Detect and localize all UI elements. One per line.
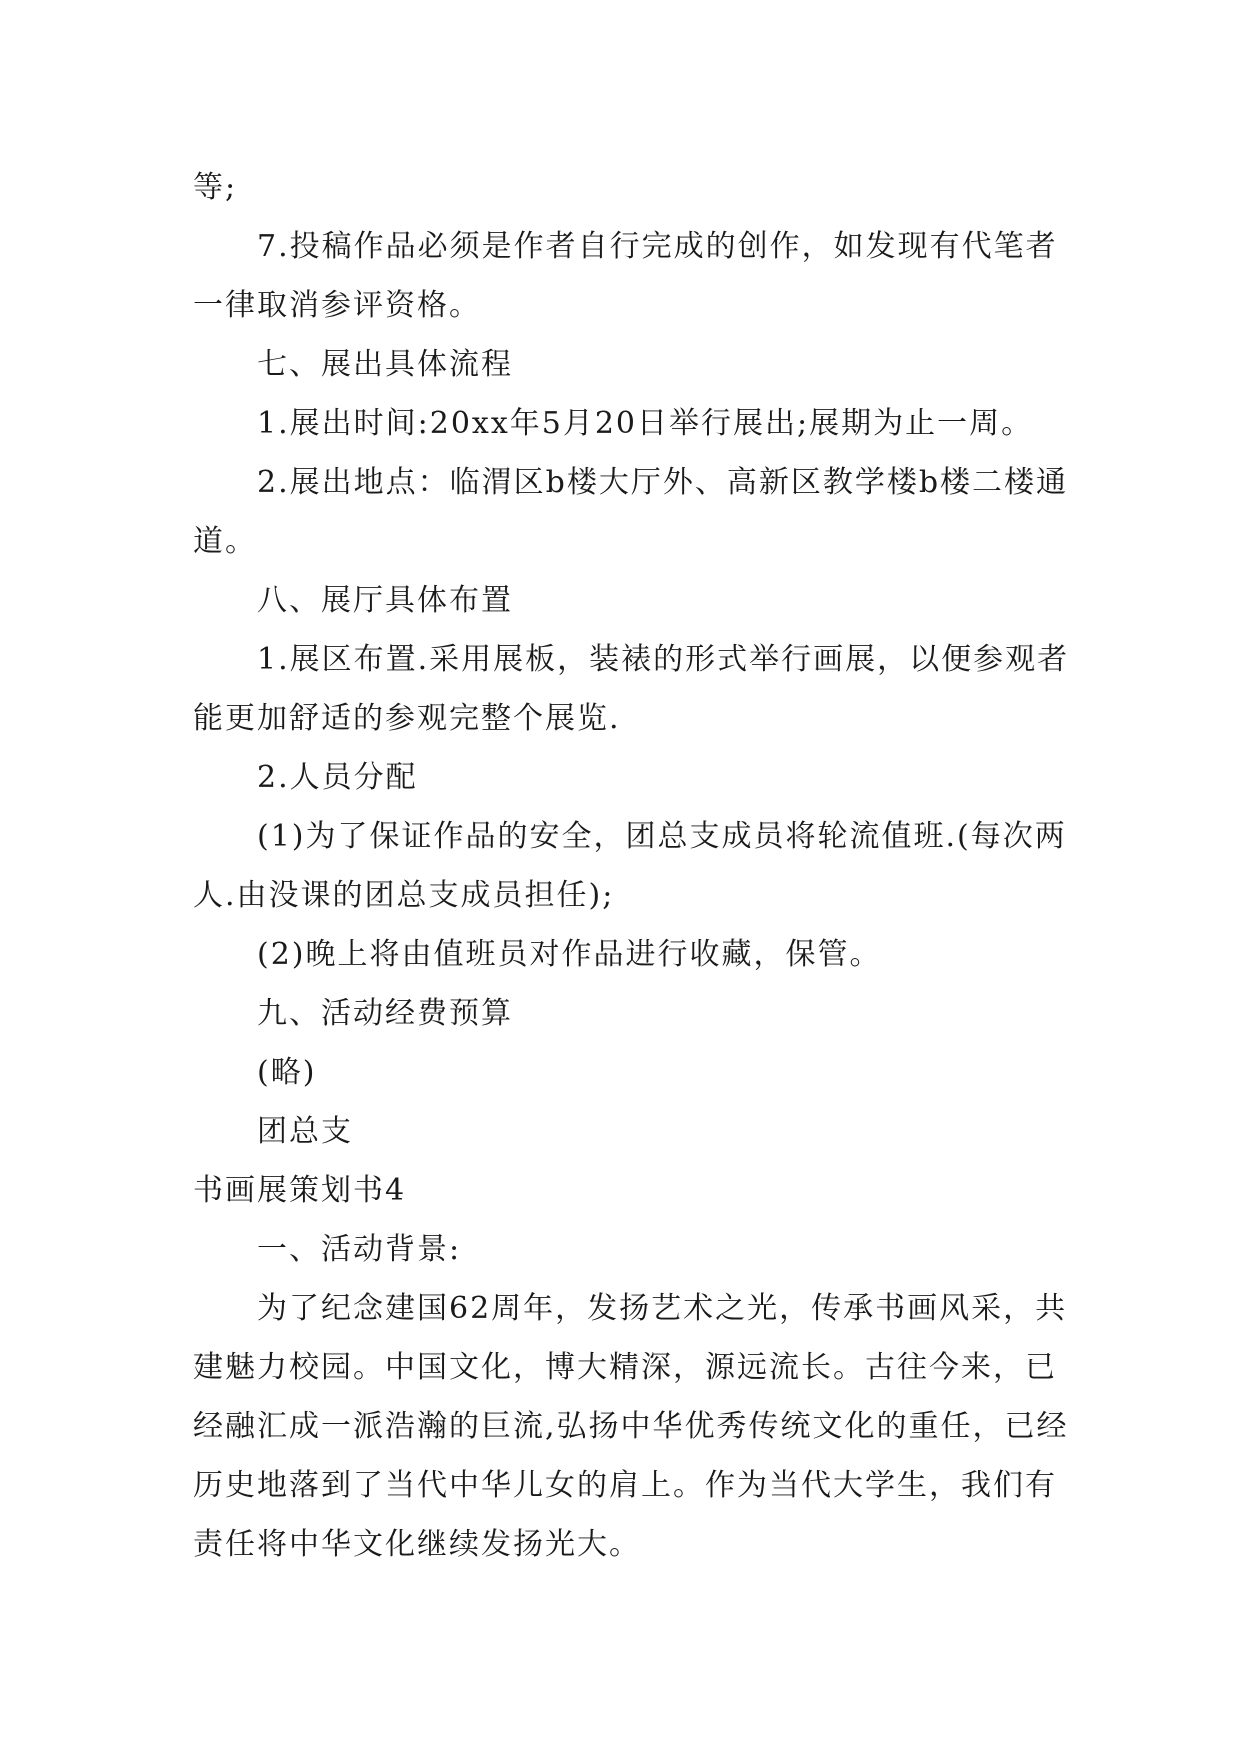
paragraph-exhibition-time: 1.展出时间:20xx年5月20日举行展出;展期为止一周。 (257, 406, 1034, 441)
paragraph-omitted: (略) (257, 1055, 317, 1090)
section-heading-9: 九、活动经费预算 (257, 996, 513, 1031)
paragraph-rule-7: 7.投稿作品必须是作者自行完成的创作，如发现有代笔者一律取消参评资格。 (193, 229, 1058, 323)
section-heading-1: 一、活动背景: (257, 1232, 462, 1267)
paragraph-area-layout: 1.展区布置.采用展板，装裱的形式举行画展，以便参观者能更加舒适的参观完整个展览. (193, 642, 1070, 736)
paragraph-continuation: 等; (193, 170, 238, 205)
paragraph-staff-item-1: (1)为了保证作品的安全，团总支成员将轮流值班.(每次两人.由没课的团总支成员担任); (193, 819, 1067, 913)
paragraph-signature: 团总支 (257, 1114, 353, 1149)
section-heading-8: 八、展厅具体布置 (257, 583, 513, 618)
paragraph-staff-item-2: (2)晚上将由值班员对作品进行收藏，保管。 (257, 937, 882, 972)
paragraph-exhibition-location: 2.展出地点：临渭区b楼大厅外、高新区教学楼b楼二楼通道。 (193, 465, 1069, 559)
paragraph-background: 为了纪念建国62周年，发扬艺术之光，传承书画风采，共建魅力校园。中国文化，博大精深，源远流长。古往今来，已经融汇成一派浩瀚的巨流,弘扬中华优秀传统文化的重任，已经历史地落到了当代中华儿女的肩上。作为当代大学生，我们有责任将中华文化继续发扬光大。 (193, 1291, 1069, 1562)
paragraph-staff-allocation: 2.人员分配 (257, 760, 418, 795)
document-title: 书画展策划书4 (193, 1173, 407, 1208)
document-body (193, 158, 1073, 1574)
section-heading-7: 七、展出具体流程 (257, 347, 513, 382)
